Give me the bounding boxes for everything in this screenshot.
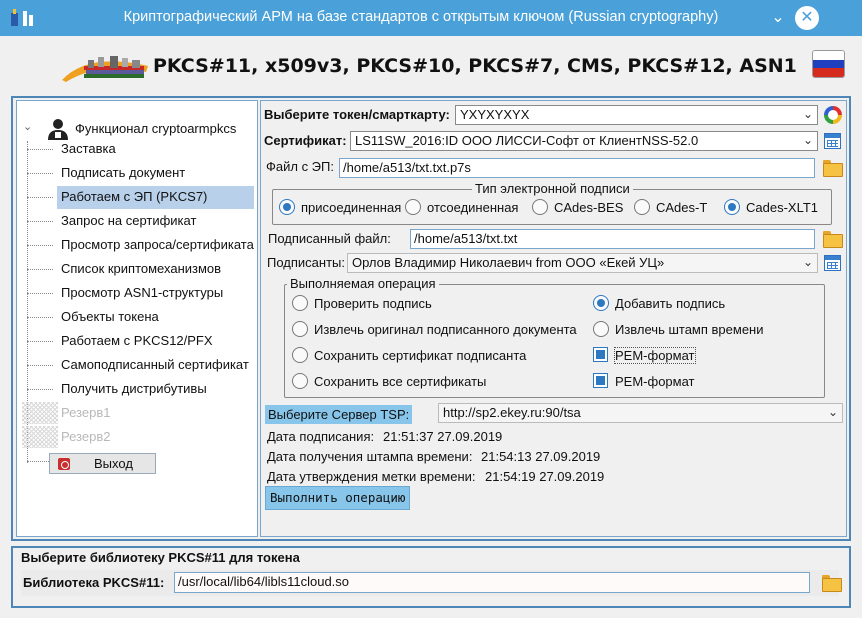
signed-file-field[interactable]: /home/a513/txt.txt — [410, 229, 815, 249]
page-headline: PKCS#11, x509v3, PKCS#10, PKCS#7, CMS, PKCS#12, ASN1 — [153, 55, 797, 77]
radio-indicator — [593, 295, 609, 311]
ep-file-label: Файл с ЭП: — [266, 159, 334, 174]
tree-item[interactable]: Подписать документ — [61, 165, 186, 180]
radio-label: Проверить подпись — [314, 296, 432, 311]
radio-label: CAdes-T — [656, 200, 708, 215]
tree-item[interactable]: Работаем с ЭП (PKCS7) — [57, 186, 254, 209]
chevron-down-icon: ⌄ — [802, 255, 813, 269]
signers-select[interactable] — [347, 253, 818, 273]
tree-item[interactable]: Объекты токена — [61, 309, 159, 324]
operation-legend: Выполняемая операция — [287, 276, 439, 291]
exit-button[interactable] — [49, 453, 156, 474]
radio-indicator — [292, 321, 308, 337]
tree-item[interactable]: Список криптомеханизмов — [61, 261, 222, 276]
pkcs7-panel — [260, 100, 847, 537]
radio-indicator — [532, 199, 548, 215]
window-titlebar — [0, 0, 862, 36]
stamp-date-label: Дата получения штампа времени: — [267, 449, 473, 464]
tree-branch-line — [27, 389, 53, 390]
tree-branch-line — [27, 245, 53, 246]
cert-select-value: LS11SW_2016:ID ООО ЛИССИ-Софт от КлиентNSS-52.0 — [355, 133, 699, 148]
radio-label: Извлечь оригинал подписанного документа — [314, 322, 577, 337]
view-signer-cert-icon[interactable] — [824, 255, 841, 271]
function-tree — [16, 100, 258, 537]
signers-select-value: Орлов Владимир Николаевич from ООО «Екей УЦ» — [352, 255, 665, 270]
header-banner — [0, 36, 862, 96]
tree-item[interactable]: Просмотр запроса/сертификата — [61, 237, 254, 252]
tree-item[interactable]: Заставка — [61, 141, 116, 156]
tsp-label: Выберите Сервер TSP: — [265, 405, 412, 424]
close-button[interactable]: ✕ — [795, 6, 819, 30]
radio-label: CAdes-BES — [554, 200, 624, 215]
token-select[interactable] — [455, 105, 818, 125]
window-title: Криптографический АРМ на базе стандартов с открытым ключом (Russian cryptography) — [123, 9, 719, 25]
tree-root-label: Функционал cryptoarmpkcs — [75, 121, 237, 136]
stamp-date-value: 21:54:13 27.09.2019 — [481, 449, 601, 464]
radio-indicator — [634, 199, 650, 215]
disabled-item-pattern — [22, 426, 58, 448]
operation-group — [284, 276, 825, 398]
tree-branch-line — [27, 221, 53, 222]
tree-item: Резерв1 — [61, 405, 111, 420]
exit-label: Выход — [94, 456, 133, 471]
folder-open-icon[interactable] — [823, 160, 841, 175]
signed-file-label: Подписанный файл: — [268, 231, 391, 246]
refresh-token-icon[interactable] — [824, 106, 842, 124]
radio-label: присоединенная — [301, 200, 402, 215]
library-path-field[interactable]: /usr/local/lib64/libls11cloud.so — [174, 572, 810, 593]
power-icon — [58, 458, 70, 470]
folder-open-icon[interactable] — [823, 231, 841, 246]
checkbox-indicator — [593, 347, 608, 362]
library-label: Библиотека PKCS#11: — [23, 575, 165, 590]
approve-date-value: 21:54:19 27.09.2019 — [485, 469, 605, 484]
library-header: Выберите библиотеку PKCS#11 для токена — [21, 550, 300, 565]
books-logo-icon — [58, 48, 150, 84]
chevron-down-icon: ⌄ — [802, 107, 813, 121]
russian-flag-icon — [812, 50, 845, 78]
sign-date-value: 21:51:37 27.09.2019 — [383, 429, 503, 444]
radio-label: Добавить подпись — [615, 296, 726, 311]
sig-type-group — [272, 181, 832, 225]
tree-branch-line — [27, 173, 53, 174]
tree-branch-line — [27, 293, 53, 294]
folder-open-icon[interactable] — [822, 575, 840, 590]
checkbox-label: PEM-формат — [615, 348, 695, 363]
radio-indicator — [405, 199, 421, 215]
tree-item[interactable]: Получить дистрибутивы — [61, 381, 207, 396]
radio-label: Извлечь штамп времени — [615, 322, 764, 337]
radio-indicator — [593, 321, 609, 337]
tree-branch-line — [27, 365, 53, 366]
signers-label: Подписанты: — [267, 255, 345, 270]
view-cert-icon[interactable] — [824, 133, 841, 149]
cert-label: Сертификат: — [264, 133, 347, 148]
tree-item[interactable]: Работаем с PKCS12/PFX — [61, 333, 213, 348]
tree-branch-line — [27, 197, 53, 198]
ep-file-field[interactable]: /home/a513/txt.txt.p7s — [339, 158, 815, 178]
checkbox-label: PEM-формат — [615, 374, 695, 389]
tree-item: Резерв2 — [61, 429, 111, 444]
radio-indicator — [279, 199, 295, 215]
radio-label: Сохранить все сертификаты — [314, 374, 487, 389]
tree-item[interactable]: Просмотр ASN1-структуры — [61, 285, 224, 300]
tsp-select[interactable] — [438, 403, 843, 423]
tree-branch-line — [27, 269, 53, 270]
radio-indicator — [292, 347, 308, 363]
token-select-value: YXYXYXYX — [460, 107, 530, 122]
main-panel — [11, 96, 851, 541]
radio-indicator — [724, 199, 740, 215]
chevron-down-icon: ⌄ — [802, 133, 813, 147]
minimize-icon[interactable]: ⌄ — [771, 9, 785, 26]
chevron-down-icon: ⌄ — [827, 405, 838, 419]
sig-type-legend: Тип электронной подписи — [472, 181, 633, 196]
tree-branch-line — [27, 341, 53, 342]
radio-indicator — [292, 295, 308, 311]
radio-label: Cades-XLT1 — [746, 200, 819, 215]
disabled-item-pattern — [22, 402, 58, 424]
token-label: Выберите токен/смарткарту: — [264, 107, 450, 122]
collapse-chevron-icon[interactable]: ⌄ — [23, 121, 33, 133]
sign-date-label: Дата подписания: — [267, 429, 375, 444]
tsp-select-value: http://sp2.ekey.ru:90/tsa — [443, 405, 581, 420]
execute-button[interactable]: Выполнить операцию — [265, 486, 410, 510]
radio-indicator — [292, 373, 308, 389]
approve-date-label: Дата утверждения метки времени: — [267, 469, 476, 484]
tree-branch-line — [27, 149, 53, 150]
checkbox-indicator — [593, 373, 608, 388]
tree-branch-line — [27, 317, 53, 318]
tree-item[interactable]: Самоподписанный сертификат — [61, 357, 249, 372]
cert-select[interactable] — [350, 131, 818, 151]
library-panel — [11, 546, 851, 608]
radio-label: отсоединенная — [427, 200, 519, 215]
radio-label: Сохранить сертификат подписанта — [314, 348, 527, 363]
tree-item[interactable]: Запрос на сертификат — [61, 213, 197, 228]
